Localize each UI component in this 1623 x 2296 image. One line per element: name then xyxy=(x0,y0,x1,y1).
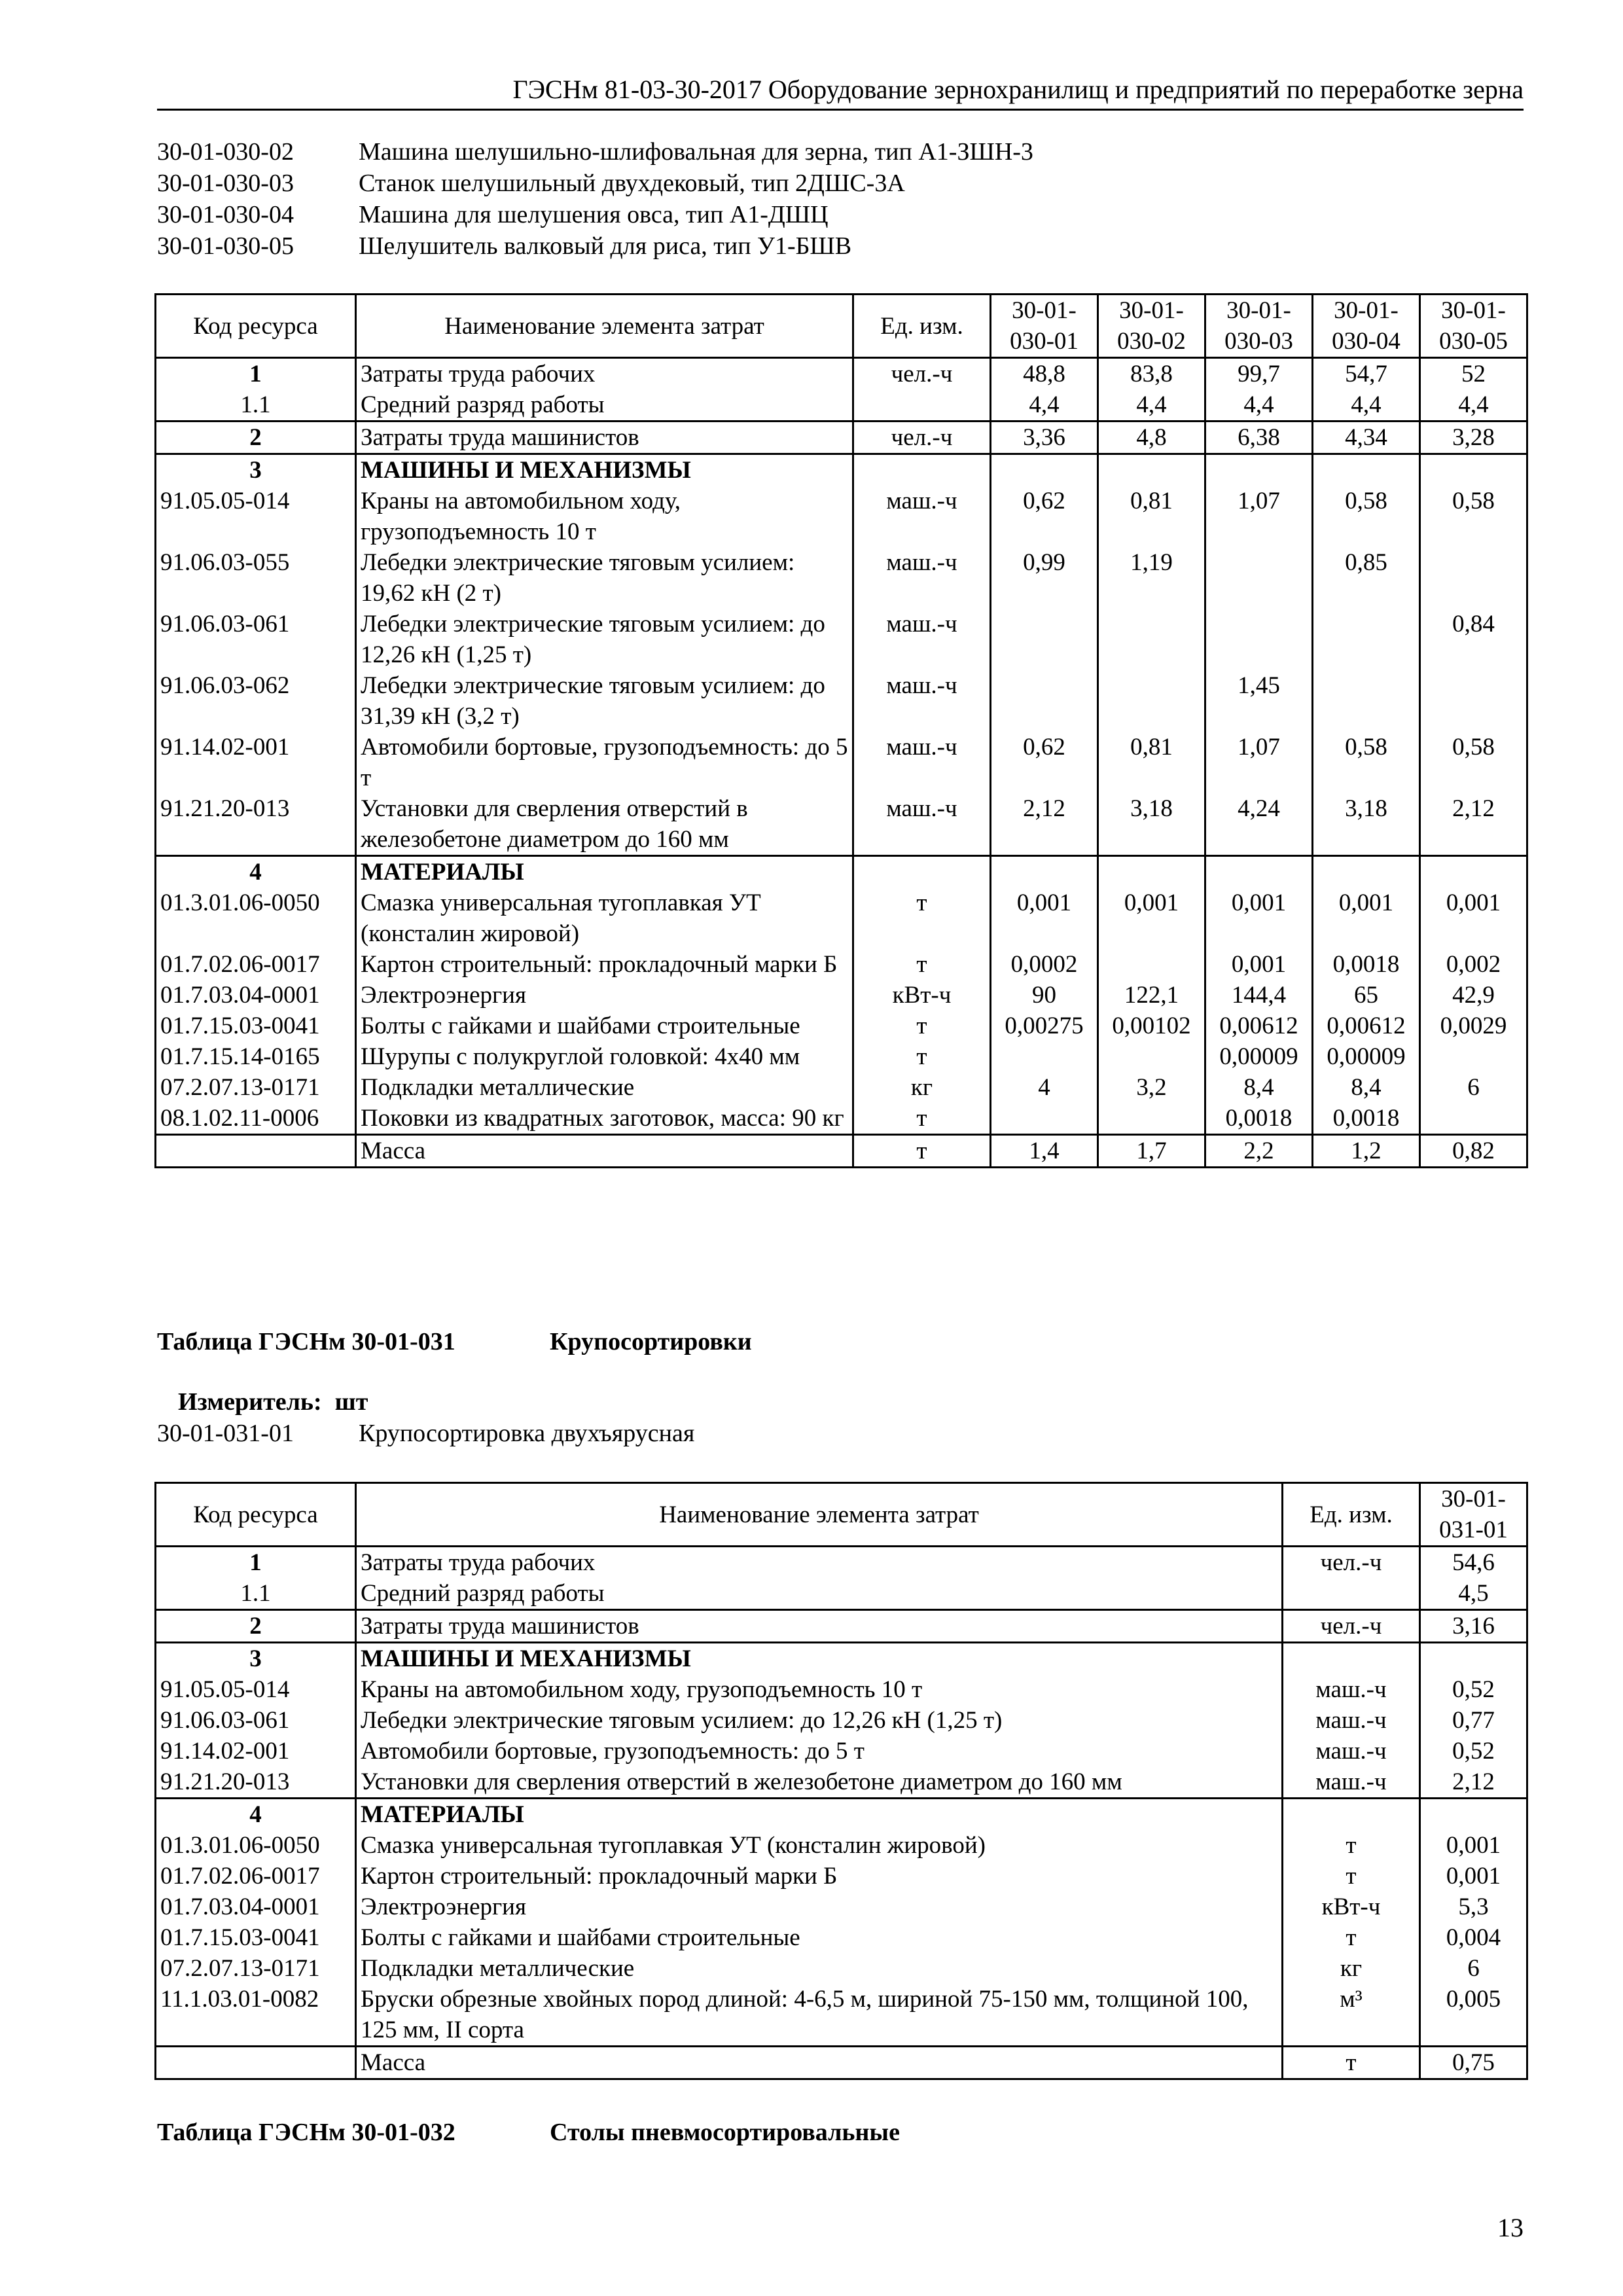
header-name: Наименование элемента затрат xyxy=(356,295,853,358)
table-row xyxy=(156,732,1527,793)
cell-code: 01.7.02.06-0017 xyxy=(156,949,356,980)
cell-value: 144,4 xyxy=(1205,980,1313,1011)
page-number: 13 xyxy=(1497,2213,1524,2242)
cell-value: 2,12 xyxy=(991,793,1098,856)
cell-code: 91.05.05-014 xyxy=(156,1674,356,1705)
cell-value: 0,81 xyxy=(1098,486,1205,547)
cell-value xyxy=(991,1041,1098,1072)
cell-value: 0,005 xyxy=(1420,1984,1527,2047)
table-row xyxy=(156,358,1527,390)
cell-value xyxy=(991,1103,1098,1135)
table-number: Таблица ГЭСНм 30-01-032 xyxy=(157,2119,455,2146)
cell-value: 6 xyxy=(1420,1072,1527,1103)
cell-name: Лебедки электрические тяговым усилием: до 12,26 кН (1,25 т) xyxy=(356,609,853,670)
cell-code: 08.1.02.11-0006 xyxy=(156,1103,356,1135)
cell-code xyxy=(156,2047,356,2079)
running-header xyxy=(157,68,1524,111)
cell-code: 91.05.05-014 xyxy=(156,486,356,547)
cell-value: 1,45 xyxy=(1205,670,1313,732)
cell-value: 0,001 xyxy=(1205,949,1313,980)
measure xyxy=(178,1388,368,1416)
cell-value: 0,00102 xyxy=(1098,1011,1205,1041)
table-row xyxy=(156,1830,1527,1861)
table-row xyxy=(156,422,1527,454)
cell-value: 48,8 xyxy=(991,358,1098,390)
cell-code: 3 xyxy=(156,1643,356,1675)
cell-value: 0,62 xyxy=(991,732,1098,793)
header-row xyxy=(156,1483,1527,1547)
cell-value: 4,4 xyxy=(1420,389,1527,422)
cell-value: 83,8 xyxy=(1098,358,1205,390)
cell-name: Бруски обрезные хвойных пород длиной: 4-6,5 м, шириной 75-150 мм, толщиной 100, 125 мм, II сорта xyxy=(356,1984,1283,2047)
cell-name: Масса xyxy=(356,1135,853,1168)
header-code: Код ресурса xyxy=(156,295,356,358)
cell-value: 0,58 xyxy=(1420,732,1527,793)
table-row xyxy=(156,1135,1527,1168)
cell-value: 65 xyxy=(1313,980,1420,1011)
cell-value: 4,5 xyxy=(1420,1578,1527,1610)
cell-unit: маш.-ч xyxy=(853,793,991,856)
cell-value: 2,12 xyxy=(1420,793,1527,856)
intro-code: 30-01-030-05 xyxy=(157,232,294,260)
cell-unit: чел.-ч xyxy=(853,422,991,454)
cell-value xyxy=(1420,454,1527,486)
cell-value xyxy=(1420,856,1527,888)
cell-value xyxy=(991,609,1098,670)
cell-value: 0,001 xyxy=(1420,1830,1527,1861)
cell-value: 3,36 xyxy=(991,422,1098,454)
cell-value: 0,85 xyxy=(1313,547,1420,609)
cell-code: 01.7.15.03-0041 xyxy=(156,1011,356,1041)
cell-value xyxy=(1098,670,1205,732)
cell-value: 0,00009 xyxy=(1205,1041,1313,1072)
cell-value: 99,7 xyxy=(1205,358,1313,390)
table-row xyxy=(156,1705,1527,1736)
cell-unit: маш.-ч xyxy=(853,547,991,609)
header-col: 30-01-030-01 xyxy=(991,295,1098,358)
cell-name: Затраты труда рабочих xyxy=(356,358,853,390)
cell-name: МАШИНЫ И МЕХАНИЗМЫ xyxy=(356,1643,1283,1675)
table-row xyxy=(156,1736,1527,1767)
measure-label: Измеритель: xyxy=(178,1388,322,1416)
table-title-031 xyxy=(157,1327,752,1356)
cell-unit: м³ xyxy=(1283,1984,1420,2047)
cell-value: 0,002 xyxy=(1420,949,1527,980)
cell-value: 6,38 xyxy=(1205,422,1313,454)
cell-value: 4,4 xyxy=(1313,389,1420,422)
cell-unit: т xyxy=(853,888,991,949)
table-row xyxy=(156,1674,1527,1705)
cell-name: МАТЕРИАЛЫ xyxy=(356,1799,1283,1831)
cell-value: 1,4 xyxy=(991,1135,1098,1168)
cell-value: 0,0029 xyxy=(1420,1011,1527,1041)
intro-code: 30-01-030-04 xyxy=(157,201,294,228)
intro-item xyxy=(157,136,1033,168)
table-name: Столы пневмосортировальные xyxy=(550,2119,900,2146)
cell-unit: чел.-ч xyxy=(1283,1547,1420,1579)
intro-item xyxy=(157,168,1033,199)
cell-code: 91.14.02-001 xyxy=(156,1736,356,1767)
cell-value: 0,001 xyxy=(1420,888,1527,949)
cell-name: Картон строительный: прокладочный марки Б xyxy=(356,949,853,980)
table-row xyxy=(156,1103,1527,1135)
header-col: 30-01-030-04 xyxy=(1313,295,1420,358)
header-col: 30-01-030-05 xyxy=(1420,295,1527,358)
cell-value xyxy=(1205,856,1313,888)
cell-unit xyxy=(853,389,991,422)
table-row xyxy=(156,1578,1527,1610)
cell-name: Затраты труда машинистов xyxy=(356,422,853,454)
cell-code: 07.2.07.13-0171 xyxy=(156,1953,356,1984)
cell-name: Смазка универсальная тугоплавкая УТ (консталин жировой) xyxy=(356,1830,1283,1861)
cell-unit: т xyxy=(1283,1830,1420,1861)
cell-unit: кг xyxy=(1283,1953,1420,1984)
cell-name: Болты с гайками и шайбами строительные xyxy=(356,1922,1283,1953)
cell-code: 2 xyxy=(156,1610,356,1643)
table-row xyxy=(156,1072,1527,1103)
table-row xyxy=(156,1892,1527,1922)
cell-value: 3,2 xyxy=(1098,1072,1205,1103)
intro-text: Шелушитель валковый для риса, тип У1-БШВ xyxy=(359,232,852,260)
cell-code: 2 xyxy=(156,422,356,454)
cell-value: 1,19 xyxy=(1098,547,1205,609)
cell-value: 8,4 xyxy=(1205,1072,1313,1103)
cell-value: 0,00275 xyxy=(991,1011,1098,1041)
cell-code: 4 xyxy=(156,856,356,888)
cell-value: 0,00612 xyxy=(1313,1011,1420,1041)
cell-code: 91.21.20-013 xyxy=(156,1767,356,1799)
cell-value: 0,0018 xyxy=(1313,949,1420,980)
cell-value: 42,9 xyxy=(1420,980,1527,1011)
cell-value: 0,75 xyxy=(1420,2047,1527,2079)
cell-value: 0,001 xyxy=(1098,888,1205,949)
cell-name: Установки для сверления отверстий в железобетоне диаметром до 160 мм xyxy=(356,793,853,856)
intro-list xyxy=(157,136,1033,262)
cell-unit: маш.-ч xyxy=(1283,1767,1420,1799)
intro-item xyxy=(157,230,1033,262)
cell-value: 4,24 xyxy=(1205,793,1313,856)
cell-value xyxy=(1098,454,1205,486)
header-code: Код ресурса xyxy=(156,1483,356,1547)
cell-value: 90 xyxy=(991,980,1098,1011)
cell-value: 122,1 xyxy=(1098,980,1205,1011)
cell-value: 0,001 xyxy=(1420,1861,1527,1892)
cell-value: 0,52 xyxy=(1420,1674,1527,1705)
cell-unit: т xyxy=(853,1135,991,1168)
cell-value: 54,7 xyxy=(1313,358,1420,390)
header-row xyxy=(156,295,1527,358)
table-row xyxy=(156,670,1527,732)
cell-value: 8,4 xyxy=(1313,1072,1420,1103)
header-unit: Ед. изм. xyxy=(1283,1483,1420,1547)
header-col: 30-01-030-02 xyxy=(1098,295,1205,358)
cell-value xyxy=(991,454,1098,486)
cell-name: Подкладки металлические xyxy=(356,1953,1283,1984)
cell-name: Установки для сверления отверстий в железобетоне диаметром до 160 мм xyxy=(356,1767,1283,1799)
cell-value xyxy=(991,856,1098,888)
cell-value: 0,0002 xyxy=(991,949,1098,980)
cell-code: 1.1 xyxy=(156,1578,356,1610)
cell-value: 0,58 xyxy=(1420,486,1527,547)
cell-value: 6 xyxy=(1420,1953,1527,1984)
cell-value: 0,58 xyxy=(1313,732,1420,793)
cell-code: 91.06.03-061 xyxy=(156,609,356,670)
cell-name: Лебедки электрические тяговым усилием: до 12,26 кН (1,25 т) xyxy=(356,1705,1283,1736)
cell-name: Средний разряд работы xyxy=(356,1578,1283,1610)
cell-value: 0,77 xyxy=(1420,1705,1527,1736)
table-row xyxy=(156,1011,1527,1041)
cell-name: Электроэнергия xyxy=(356,1892,1283,1922)
cell-value: 0,001 xyxy=(991,888,1098,949)
cell-value: 3,18 xyxy=(1313,793,1420,856)
cell-unit: маш.-ч xyxy=(853,670,991,732)
table-row xyxy=(156,2047,1527,2079)
cell-unit xyxy=(853,856,991,888)
table-row xyxy=(156,888,1527,949)
cell-value: 2,2 xyxy=(1205,1135,1313,1168)
cell-value: 4 xyxy=(991,1072,1098,1103)
cell-code: 1 xyxy=(156,1547,356,1579)
cell-value xyxy=(1420,1103,1527,1135)
cell-unit: маш.-ч xyxy=(1283,1705,1420,1736)
table-number: Таблица ГЭСНм 30-01-031 xyxy=(157,1328,455,1355)
cell-name: Средний разряд работы xyxy=(356,389,853,422)
cell-unit: чел.-ч xyxy=(1283,1610,1420,1643)
cell-value: 0,52 xyxy=(1420,1736,1527,1767)
cell-name: Затраты труда рабочих xyxy=(356,1547,1283,1579)
cell-value: 1,7 xyxy=(1098,1135,1205,1168)
cell-unit: маш.-ч xyxy=(1283,1674,1420,1705)
cell-name: Картон строительный: прокладочный марки Б xyxy=(356,1861,1283,1892)
cell-value: 0,001 xyxy=(1313,888,1420,949)
cell-value: 4,4 xyxy=(991,389,1098,422)
table-row xyxy=(156,980,1527,1011)
cell-value: 4,4 xyxy=(1098,389,1205,422)
cell-unit: кВт-ч xyxy=(853,980,991,1011)
cell-name: Лебедки электрические тяговым усилием: до 31,39 кН (3,2 т) xyxy=(356,670,853,732)
cell-name: Болты с гайками и шайбами строительные xyxy=(356,1011,853,1041)
table-row xyxy=(156,1984,1527,2047)
cell-code: 01.7.15.03-0041 xyxy=(156,1922,356,1953)
cell-value xyxy=(1420,547,1527,609)
cell-name: Краны на автомобильном ходу, грузоподъемность 10 т xyxy=(356,486,853,547)
cell-value: 1,07 xyxy=(1205,486,1313,547)
cell-code: 91.06.03-061 xyxy=(156,1705,356,1736)
cell-value xyxy=(1420,1799,1527,1831)
table-title-032 xyxy=(157,2118,900,2147)
cell-code: 01.7.15.14-0165 xyxy=(156,1041,356,1072)
cell-value: 0,81 xyxy=(1098,732,1205,793)
cell-code: 01.7.02.06-0017 xyxy=(156,1861,356,1892)
cell-value xyxy=(1420,1643,1527,1675)
cell-name: Лебедки электрические тяговым усилием: 19,62 кН (2 т) xyxy=(356,547,853,609)
cell-value xyxy=(991,670,1098,732)
cell-unit: маш.-ч xyxy=(853,609,991,670)
cell-value: 0,004 xyxy=(1420,1922,1527,1953)
table-row xyxy=(156,1547,1527,1579)
table-row xyxy=(156,1767,1527,1799)
intro-code: 30-01-030-02 xyxy=(157,138,294,166)
cell-unit: т xyxy=(853,1103,991,1135)
cell-value xyxy=(1205,609,1313,670)
cell-value: 3,18 xyxy=(1098,793,1205,856)
intro-text: Машина шелушильно-шлифовальная для зерна, тип А1-ЗШН-3 xyxy=(359,138,1033,166)
cell-value: 0,00612 xyxy=(1205,1011,1313,1041)
intro-item xyxy=(157,199,1033,230)
cell-name: Подкладки металлические xyxy=(356,1072,853,1103)
cell-unit: кг xyxy=(853,1072,991,1103)
cell-value xyxy=(1420,670,1527,732)
table-name: Крупосортировки xyxy=(550,1328,752,1355)
cell-name: Поковки из квадратных заготовок, масса: 90 кг xyxy=(356,1103,853,1135)
cell-name: Масса xyxy=(356,2047,1283,2079)
cell-value: 0,0018 xyxy=(1313,1103,1420,1135)
cell-unit xyxy=(853,454,991,486)
measure-value: шт xyxy=(334,1388,368,1416)
cell-value xyxy=(1313,856,1420,888)
header-col: 30-01-030-03 xyxy=(1205,295,1313,358)
cell-value: 2,12 xyxy=(1420,1767,1527,1799)
cell-name: МАШИНЫ И МЕХАНИЗМЫ xyxy=(356,454,853,486)
cell-value xyxy=(1098,856,1205,888)
header-title: ГЭСНм 81-03-30-2017 Оборудование зернохранилищ и предприятий по переработке зерна xyxy=(512,75,1524,104)
cell-value xyxy=(1205,547,1313,609)
cell-unit: кВт-ч xyxy=(1283,1892,1420,1922)
cell-unit xyxy=(1283,1643,1420,1675)
cell-unit: т xyxy=(1283,1922,1420,1953)
cell-value: 0,001 xyxy=(1205,888,1313,949)
table-row xyxy=(156,856,1527,888)
cell-unit xyxy=(1283,1578,1420,1610)
cell-unit: т xyxy=(1283,2047,1420,2079)
resource-table-031 xyxy=(154,1482,1528,2080)
cell-name: Электроэнергия xyxy=(356,980,853,1011)
cell-unit: т xyxy=(853,949,991,980)
cell-name: Краны на автомобильном ходу, грузоподъемность 10 т xyxy=(356,1674,1283,1705)
cell-code: 07.2.07.13-0171 xyxy=(156,1072,356,1103)
cell-name: МАТЕРИАЛЫ xyxy=(356,856,853,888)
table-row xyxy=(156,793,1527,856)
cell-code: 01.3.01.06-0050 xyxy=(156,1830,356,1861)
header-name: Наименование элемента затрат xyxy=(356,1483,1283,1547)
resource-table-030 xyxy=(154,293,1528,1168)
cell-value: 3,16 xyxy=(1420,1610,1527,1643)
cell-value: 4,8 xyxy=(1098,422,1205,454)
cell-code: 91.21.20-013 xyxy=(156,793,356,856)
table-row xyxy=(156,547,1527,609)
cell-value: 0,99 xyxy=(991,547,1098,609)
cell-value: 0,84 xyxy=(1420,609,1527,670)
cell-code: 1 xyxy=(156,358,356,390)
cell-value: 4,4 xyxy=(1205,389,1313,422)
header-unit: Ед. изм. xyxy=(853,295,991,358)
cell-value xyxy=(1098,1041,1205,1072)
header-col: 30-01-031-01 xyxy=(1420,1483,1527,1547)
cell-value xyxy=(1098,949,1205,980)
cell-value: 0,00009 xyxy=(1313,1041,1420,1072)
cell-value xyxy=(1313,454,1420,486)
cell-code: 4 xyxy=(156,1799,356,1831)
cell-value: 1,07 xyxy=(1205,732,1313,793)
table-row xyxy=(156,1643,1527,1675)
cell-value: 5,3 xyxy=(1420,1892,1527,1922)
cell-code: 01.7.03.04-0001 xyxy=(156,1892,356,1922)
cell-unit: чел.-ч xyxy=(853,358,991,390)
cell-name: Шурупы с полукруглой головкой: 4х40 мм xyxy=(356,1041,853,1072)
cell-value: 54,6 xyxy=(1420,1547,1527,1579)
cell-unit: маш.-ч xyxy=(853,486,991,547)
cell-code: 1.1 xyxy=(156,389,356,422)
table-row xyxy=(156,949,1527,980)
table-row xyxy=(156,486,1527,547)
cell-value: 0,62 xyxy=(991,486,1098,547)
cell-unit: т xyxy=(853,1041,991,1072)
cell-value xyxy=(1098,609,1205,670)
cell-value: 0,0018 xyxy=(1205,1103,1313,1135)
cell-value xyxy=(1420,1041,1527,1072)
intro-code: 30-01-030-03 xyxy=(157,170,294,197)
cell-code: 91.14.02-001 xyxy=(156,732,356,793)
table-row xyxy=(156,1861,1527,1892)
table-row xyxy=(156,454,1527,486)
intro-text: Машина для шелушения овса, тип А1-ДШЦ xyxy=(359,201,829,228)
table-row xyxy=(156,609,1527,670)
cell-code: 01.3.01.06-0050 xyxy=(156,888,356,949)
item-text: Крупосортировка двухъярусная xyxy=(359,1420,695,1447)
intro-text: Станок шелушильный двухдековый, тип 2ДШС-3А xyxy=(359,170,905,197)
table2-item xyxy=(157,1419,694,1448)
cell-value: 52 xyxy=(1420,358,1527,390)
cell-unit: маш.-ч xyxy=(1283,1736,1420,1767)
cell-unit: маш.-ч xyxy=(853,732,991,793)
cell-code: 01.7.03.04-0001 xyxy=(156,980,356,1011)
table-row xyxy=(156,389,1527,422)
cell-value: 1,2 xyxy=(1313,1135,1420,1168)
cell-value: 3,28 xyxy=(1420,422,1527,454)
cell-value: 0,82 xyxy=(1420,1135,1527,1168)
table-row xyxy=(156,1799,1527,1831)
cell-value: 4,34 xyxy=(1313,422,1420,454)
cell-value xyxy=(1205,454,1313,486)
table-row xyxy=(156,1922,1527,1953)
cell-value: 0,58 xyxy=(1313,486,1420,547)
cell-code xyxy=(156,1135,356,1168)
cell-value xyxy=(1313,609,1420,670)
cell-code: 11.1.03.01-0082 xyxy=(156,1984,356,2047)
cell-unit: т xyxy=(853,1011,991,1041)
cell-name: Автомобили бортовые, грузоподъемность: до 5 т xyxy=(356,1736,1283,1767)
cell-value xyxy=(1313,670,1420,732)
cell-code: 91.06.03-062 xyxy=(156,670,356,732)
cell-name: Автомобили бортовые, грузоподъемность: до 5 т xyxy=(356,732,853,793)
cell-name: Затраты труда машинистов xyxy=(356,1610,1283,1643)
table-row xyxy=(156,1610,1527,1643)
cell-unit: т xyxy=(1283,1861,1420,1892)
cell-code: 91.06.03-055 xyxy=(156,547,356,609)
cell-name: Смазка универсальная тугоплавкая УТ (консталин жировой) xyxy=(356,888,853,949)
cell-code: 3 xyxy=(156,454,356,486)
table-row xyxy=(156,1041,1527,1072)
item-code: 30-01-031-01 xyxy=(157,1420,294,1447)
table-row xyxy=(156,1953,1527,1984)
cell-value xyxy=(1098,1103,1205,1135)
cell-unit xyxy=(1283,1799,1420,1831)
